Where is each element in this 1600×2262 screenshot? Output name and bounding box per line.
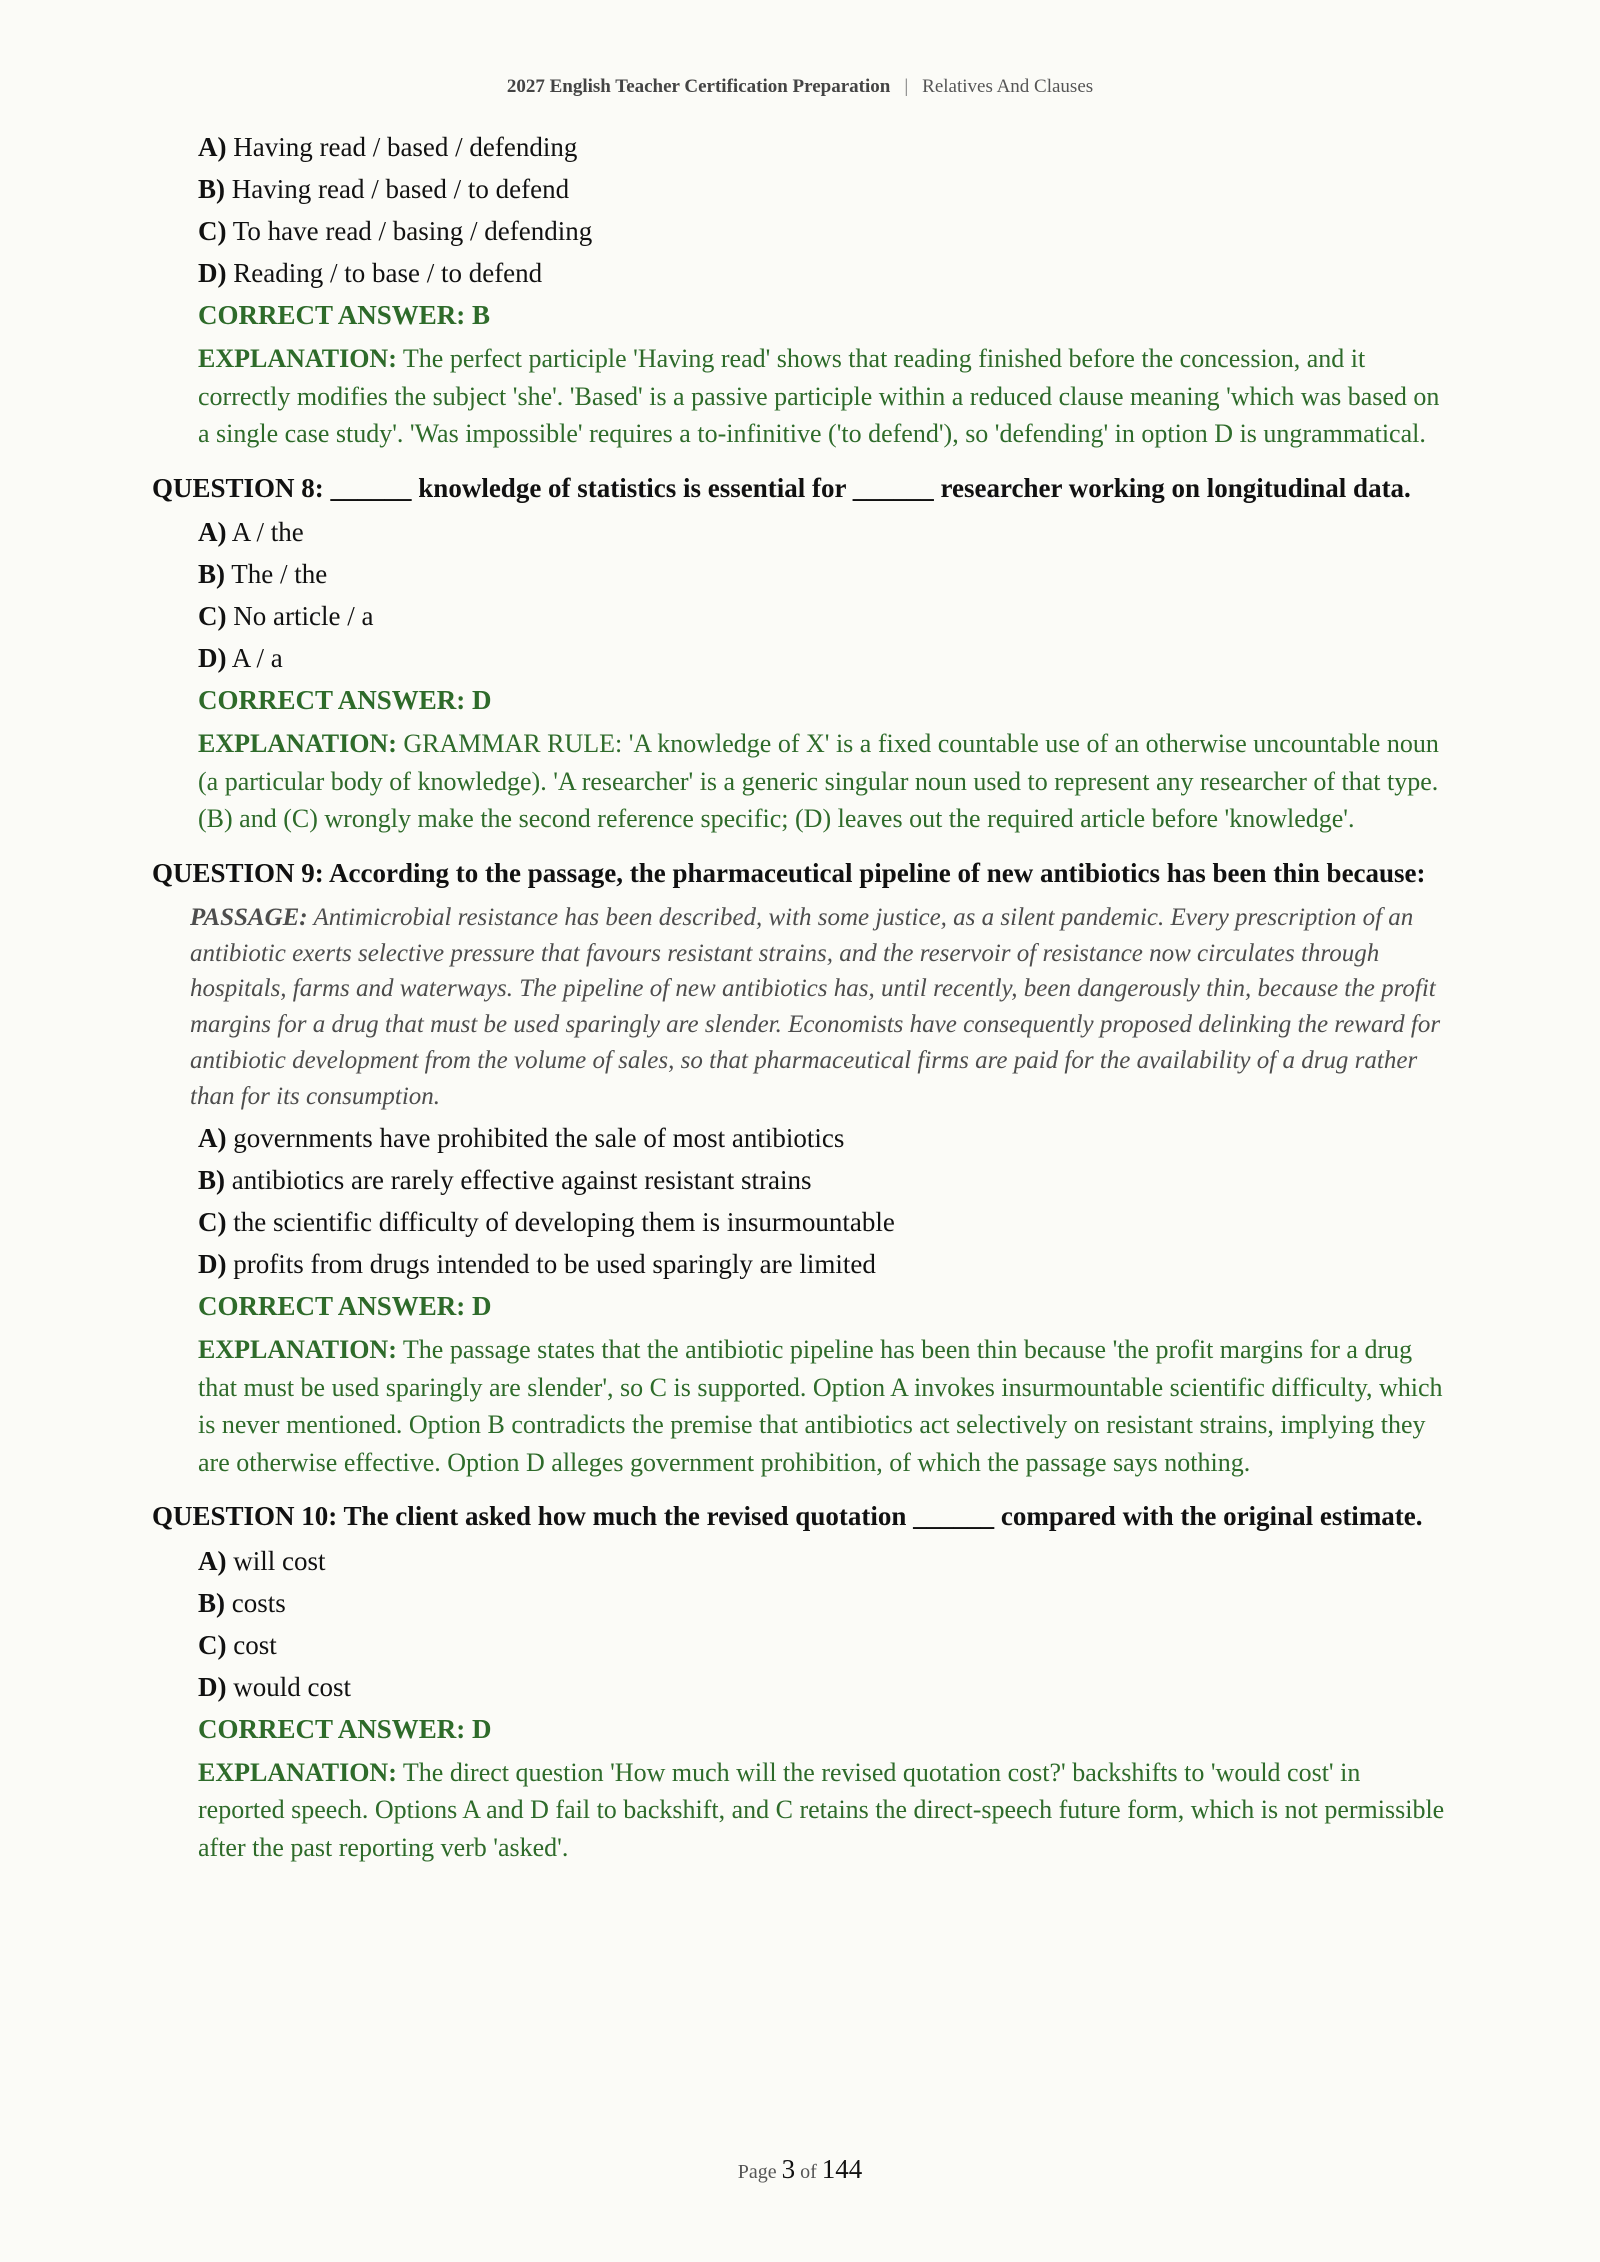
- option-text: Having read / based / defending: [233, 132, 578, 162]
- q9-explanation: [198, 1331, 1448, 1481]
- option-letter: B): [198, 559, 225, 589]
- q7-option-d: [198, 256, 1448, 290]
- q10-option-d: [198, 1670, 1448, 1704]
- q8-option-c: [198, 599, 1448, 633]
- option-letter: B): [198, 1165, 225, 1196]
- option-text: would cost: [233, 1671, 351, 1702]
- option-text: antibiotics are rarely effective against resistant strains: [231, 1165, 812, 1196]
- option-text: A / the: [231, 517, 304, 547]
- option-text: cost: [233, 1629, 277, 1660]
- option-letter: A): [198, 1545, 227, 1576]
- q10-option-c: [198, 1628, 1448, 1662]
- option-letter: D): [198, 643, 227, 673]
- q10-option-b: [198, 1586, 1448, 1620]
- q9-option-c: [198, 1205, 1448, 1239]
- option-text: Reading / to base / to defend: [233, 258, 543, 288]
- option-text: the scientific difficulty of developing them is insurmountable: [233, 1207, 895, 1238]
- q8-prompt: QUESTION 8: ______ knowledge of statistics is essential for ______ researcher working on longitudinal data.: [152, 472, 1411, 503]
- option-text: profits from drugs intended to be used sparingly are limited: [233, 1249, 876, 1280]
- explanation-label: EXPLANATION:: [198, 1757, 397, 1787]
- option-text: The / the: [231, 559, 328, 589]
- question-10-block: [152, 1498, 1448, 1866]
- q9-option-a: [198, 1121, 1448, 1155]
- running-header: [0, 76, 1600, 98]
- explanation-label: EXPLANATION:: [198, 1335, 397, 1365]
- q10-prompt: QUESTION 10: The client asked how much the revised quotation ______ compared with the original estimate.: [152, 1501, 1423, 1532]
- q7-explanation: [198, 340, 1448, 453]
- q9-option-b: [198, 1163, 1448, 1197]
- option-letter: A): [198, 1123, 227, 1154]
- explanation-label: EXPLANATION:: [198, 344, 397, 373]
- option-letter: C): [198, 1629, 227, 1660]
- q10-explanation: [198, 1754, 1448, 1867]
- q9-option-d: [198, 1247, 1448, 1281]
- footer-total-pages: 144: [821, 2154, 863, 2184]
- option-letter: D): [198, 1249, 227, 1280]
- explanation-text: GRAMMAR RULE: 'A knowledge of X' is a fixed countable use of an otherwise uncountable noun (a particular body of knowledge). 'A researcher' is a generic singular noun used to represent any researcher of that type. (B) and (C) wrongly make the second reference specific; (D) leaves out the required article before 'knowledge'.: [198, 729, 1439, 833]
- option-text: governments have prohibited the sale of most antibiotics: [233, 1123, 845, 1154]
- q8-option-d: [198, 641, 1448, 675]
- q10-correct-answer: CORRECT ANSWER: D: [198, 1713, 492, 1744]
- header-separator: |: [904, 76, 909, 97]
- option-letter: C): [198, 216, 227, 246]
- footer-of-word: of: [800, 2161, 817, 2183]
- explanation-text: The direct question 'How much will the revised quotation cost?' backshifts to 'would cost' in reported speech. Options A and D fail to backshift, and C retains the direct-speech future form, which is not permissible after the past reporting verb 'asked'.: [198, 1757, 1445, 1862]
- q9-prompt: QUESTION 9: According to the passage, the pharmaceutical pipeline of new antibiotics has been thin because:: [152, 857, 1426, 888]
- option-text: Having read / based / to defend: [231, 174, 570, 204]
- option-text: To have read / basing / defending: [232, 216, 593, 246]
- q8-explanation: [198, 725, 1448, 838]
- footer-page-word: Page: [737, 2161, 777, 2183]
- explanation-text: The perfect participle 'Having read' shows that reading finished before the concession, and it correctly modifies the subject 'she'. 'Based' is a passive participle within a reduced clause meaning 'which was based on a single case study'. 'Was impossible' requires a to-infinitive ('to defend'), so 'defending' in option D is ungrammatical.: [198, 344, 1440, 448]
- q7-option-a: [198, 130, 1448, 164]
- question-7-block: [152, 130, 1448, 453]
- question-8-block: [152, 470, 1448, 838]
- explanation-label: EXPLANATION:: [198, 729, 397, 758]
- page-footer: [0, 2154, 1600, 2185]
- footer-page-number: 3: [781, 2154, 796, 2184]
- option-letter: A): [198, 132, 227, 162]
- option-text: No article / a: [233, 601, 374, 631]
- option-text: will cost: [233, 1545, 326, 1576]
- explanation-text: The passage states that the antibiotic pipeline has been thin because 'the profit margins for a drug that must be used sparingly are slender', so C is supported. Option A invokes insurmountable scientific difficulty, which is never mentioned. Option B contradicts the premise that antibiotics act selectively on resistant strains, implying they are otherwise effective. Option D alleges government prohibition, of which the passage says nothing.: [198, 1335, 1443, 1477]
- q7-correct-answer: CORRECT ANSWER: B: [198, 300, 491, 330]
- option-letter: B): [198, 174, 225, 204]
- passage-label: PASSAGE:: [190, 904, 308, 931]
- q10-option-a: [198, 1544, 1448, 1578]
- page-content: [152, 130, 1448, 1866]
- option-text: A / a: [231, 643, 283, 673]
- header-title: 2027 English Teacher Certification Preparation: [506, 76, 891, 97]
- header-section: Relatives And Clauses: [922, 76, 1094, 97]
- question-9-block: [152, 855, 1448, 1482]
- q9-passage: [190, 900, 1448, 1114]
- q9-correct-answer: CORRECT ANSWER: D: [198, 1291, 492, 1322]
- q8-correct-answer: CORRECT ANSWER: D: [198, 685, 492, 715]
- option-letter: C): [198, 1207, 227, 1238]
- q8-option-a: [198, 515, 1448, 549]
- q8-option-b: [198, 557, 1448, 591]
- option-letter: D): [198, 258, 227, 288]
- q7-option-c: [198, 214, 1448, 248]
- q7-option-b: [198, 172, 1448, 206]
- option-letter: B): [198, 1587, 225, 1618]
- option-letter: A): [198, 517, 227, 547]
- option-letter: D): [198, 1671, 227, 1702]
- passage-text: Antimicrobial resistance has been described, with some justice, as a silent pandemic. Every prescription of an antibiotic exerts selective pressure that favours resistant strains, and the reservoir of resistance now circulates through hospitals, farms and waterways. The pipeline of new antibiotics has, until recently, been dangerously thin, because the profit margins for a drug that must be used sparingly are slender. Economists have consequently proposed delinking the reward for antibiotic development from the volume of sales, so that pharmaceutical firms are paid for the availability of a drug rather than for its consumption.: [190, 904, 1441, 1110]
- option-text: costs: [231, 1587, 286, 1618]
- option-letter: C): [198, 601, 227, 631]
